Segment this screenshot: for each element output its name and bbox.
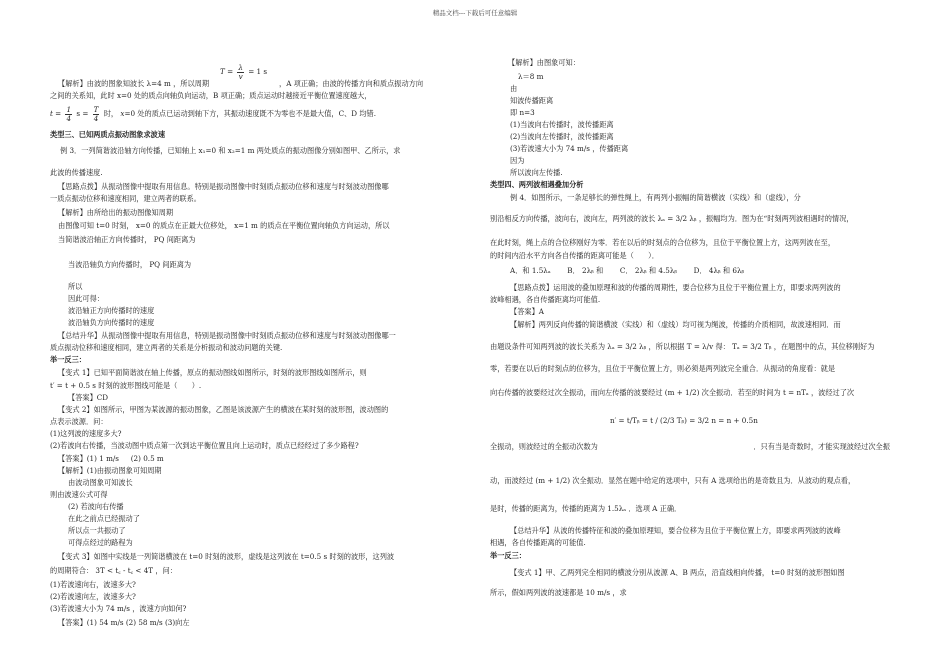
variant-question: (2)若波向右传播，当波动图中质点第一次到达平衡位置且向上运动时，质点已经经过了多少路程? xyxy=(50,441,359,450)
solution-line: t = $\frac{1}{4}$ s = $\frac{T}{4}$ 时， x=0 处的质点已运动到轴下方，其振动速度既不为零也不是最大值，C、D 均错. xyxy=(50,105,376,123)
solution-line: 动，而波经过 (m + 1/2) 次全振动．显然在题中给定的选项中，只有 A 选项给出的是奇数且为．从波动的观点看， xyxy=(490,476,856,485)
answer-line: 【答案】A xyxy=(510,307,544,316)
solution-line: 向右传播的波要经过次全振动，而向左传播的波要经过 (m + 1/2) 次全振动．若至的时间为 t = nTₐ ，波经过了次 xyxy=(490,388,855,397)
example-question: 别沿相反方向传播，波向右，波向左，两列波的波长 λₐ = 3/2 λᵦ ，振幅均为．图为在“时刻两列波相遇时的情况， xyxy=(490,214,854,223)
variant-question: t′ = t + 0.5 s 时刻的波形图线可能是（ ）. xyxy=(50,381,202,390)
solution-line: 在此之前点已经振动了 xyxy=(68,514,140,523)
solution-line: 【解析】(1)由振动图象可知周期 xyxy=(58,466,162,475)
answer-options: A．和 1.5λₐ B． 2λᵦ 和 C． 2λᵦ 和 4.5λᵦ D． 4λᵦ 和 6λᵦ xyxy=(510,266,745,275)
solution-line: 是时，传播的距离为，传播的距离为 1.5λₐ ．选项 A 正确． xyxy=(490,504,682,513)
variant-question: (3)若波速大小为 74 m/s ，波速方向如何? xyxy=(50,604,187,613)
summary-paragraph: 质点振动位移和速度相同，建立两者的关系是分析振动和波动问题的关键. xyxy=(50,343,283,352)
hint-paragraph: 波峰相遇，各自传播距离均可能值. xyxy=(490,295,601,304)
period-formula: T = $\frac{\lambda}{v}$ = 1 s xyxy=(220,63,268,81)
summary-paragraph: 【总结升华】从振动图像中提取有用信息，特别是振动图像中时刻质点振动位移和速度与时刻波动图像哪一 xyxy=(58,331,396,340)
solution-line: (2) 若波向右传播 xyxy=(68,502,124,511)
example-question: 此波的传播速度. xyxy=(50,168,103,177)
example-question: 例 4．如图所示，一条足够长的弹性绳上，有两列小振幅的简谐横波（实线）和（虚线），分 xyxy=(510,193,801,202)
section-label: 举一反三： xyxy=(490,551,526,560)
hint-paragraph: 一质点振动位移和速度相同，建立两者的联系。 xyxy=(50,194,201,203)
solution-line: 波沿轴负方向传播时的速度 xyxy=(68,318,155,327)
answer-line: 【答案】(1) 54 m/s (2) 58 m/s (3)向左 xyxy=(58,618,190,627)
solution-line: 【解析】由波的图象知波长 λ=4 m ，所以周期 ，A 项正确；由波的传播方向和质点振动方向 xyxy=(58,79,424,88)
solution-line: 波沿轴正方向传播时的速度 xyxy=(68,306,155,315)
solution-line: λ＝8 m xyxy=(518,72,544,81)
solution-line: 所以点一共振动了 xyxy=(68,526,126,535)
variant-question: (1)这列波的速度多大? xyxy=(50,429,122,438)
solution-line: 由题设条件可知两列波的波长关系为 λₐ = 3/2 λᵦ ，所以根据 T = λ/v 得： Tₐ = 3/2 Tᵦ ，在题图中的点，其位移刚好为 xyxy=(490,342,875,351)
solution-line: 知波传播距离 xyxy=(510,96,554,105)
page-header: 精品文档---下载后可任意编辑 xyxy=(432,9,518,17)
solution-line: 即 n=3 xyxy=(510,108,535,117)
summary-paragraph: 【总结升华】从波的传播特征和波的叠加原理知，要合位移为且位于平衡位置上方，即要求两列波的波峰 xyxy=(510,526,841,535)
solution-line: 则由波速公式可得 xyxy=(50,490,108,499)
summary-paragraph: 相遇，各自传播距离的可能值. xyxy=(490,538,586,547)
solution-line: 可得点经过的路程为 xyxy=(68,538,133,547)
solution-line: 【解析】由所给出的振动图像知周期 xyxy=(58,208,174,217)
variant-question: 的周期符合： 3T < t꜀ - t꜀ < 4T ，问： xyxy=(50,566,177,575)
solution-line: 所以波向左传播. xyxy=(510,168,563,177)
solution-line: 之间的关系知，此时 x=0 处的质点向轴负向运动，B 项正确；质点运动时越接近平衡位置速度越大， xyxy=(50,91,372,100)
solution-line: 零，若要在以后的时刻点的位移为，且位于平衡位置上方，则必须是两列波完全重合．从振动的角度看：就是 xyxy=(490,364,836,373)
example-question: 例 3．一列简谐波沿轴方向传播，已知轴上 x₁=0 和 x₂=1 m 两处质点的振动图像分别如图甲、乙所示，求 xyxy=(60,146,401,155)
variant-question: 【变式 3】如图中实线是一列简谐横波在 t=0 时刻的波形，虚线是这列波在 t=0.5 s 时刻的波形，这列波 xyxy=(58,552,395,561)
solution-line: 【解析】由图象可知： xyxy=(508,58,580,67)
solution-line: (1)当波向右传播时，波传播距离 xyxy=(510,120,614,129)
solution-line: 【解析】两列反向传播的简谐横波（实线）和（虚线）均可视为绳波，传播的介质相同，故波速相同．而 xyxy=(510,320,841,329)
solution-line: (3)若波速大小为 74 m/s ，传播距离 xyxy=(510,144,629,153)
answer-line: 【答案】(1) 1 m/s (2) 0.5 m xyxy=(58,454,164,463)
formula-line: n′ = t/Tᵦ = t / (2/3 Tᵦ) = 3/2 n = n + 0.5n xyxy=(610,416,758,425)
answer-line: 【答案】CD xyxy=(68,393,109,402)
variant-question: (2)若波速向左，波速多大? xyxy=(50,592,136,601)
variant-question: 【变式 1】甲、乙两列完全相同的横波分别从波源 A、B 两点，沿直线相向传播， t=0 时刻的波形图如图 xyxy=(510,568,845,577)
variant-question: 【变式 1】已知平面简谐波在轴上传播，原点的振动图线如图所示，时刻的波形图线如图所示，则 xyxy=(58,368,367,377)
variant-question: 所示，假如两列波的波速都是 10 m/s ，求 xyxy=(490,588,627,597)
solution-line: 由波动图象可知波长 xyxy=(68,478,133,487)
solution-line: 因为 xyxy=(510,156,525,165)
solution-line: 由 xyxy=(510,84,518,93)
section-heading: 类型四、两列波相遇叠加分析 xyxy=(490,180,584,189)
hint-paragraph: 【思路点拨】运用波的叠加原理和波的传播的周期性，要合位移为且位于平衡位置上方，即要求两列波的 xyxy=(510,283,841,292)
variant-question: 点表示波源．问： xyxy=(50,417,108,426)
section-heading: 类型三、已知两质点振动图象求波速 xyxy=(50,130,166,139)
section-label: 举一反三： xyxy=(50,355,86,364)
hint-paragraph: 【思路点拨】从振动图像中提取有用信息。特别是振动图像中时刻质点振动位移和速度与时刻波动图像哪 xyxy=(58,182,389,191)
variant-question: 【变式 2】如图所示，甲图为某波源的振动图象，乙图是该波源产生的横波在某时刻的波形图，波动图的 xyxy=(58,405,389,414)
example-question: 在此时刻，绳上点的合位移刚好为零．若在以后的时刻点的合位移为，且位于平衡位置上方，这两列波在至， xyxy=(490,238,836,247)
variant-question: (1)若波速向右，波速多大? xyxy=(50,580,136,589)
solution-line: 当波沿轴负方向传播时， PQ 间距离为 xyxy=(68,260,192,269)
example-question: 的时间内沿水平方向各自传播的距离可能是（ ）． xyxy=(490,251,659,260)
solution-line: 当简谐波沿轴正方向传播时， PQ 间距离为 xyxy=(58,235,196,244)
solution-line: 由图像可知 t=0 时刻， x=0 的质点在正最大位移处， x=1 m 的质点在平衡位置向轴负方向运动，所以 xyxy=(58,221,390,230)
solution-line: (2)当波向左传播时，波传播距离 xyxy=(510,132,614,141)
solution-line: 因此可得： xyxy=(68,294,104,303)
solution-line: 全振动，则波经过的全振动次数为 ．只有当是奇数时，才能实现波经过次全振 xyxy=(490,442,890,451)
solution-line: 所以 xyxy=(68,282,83,291)
